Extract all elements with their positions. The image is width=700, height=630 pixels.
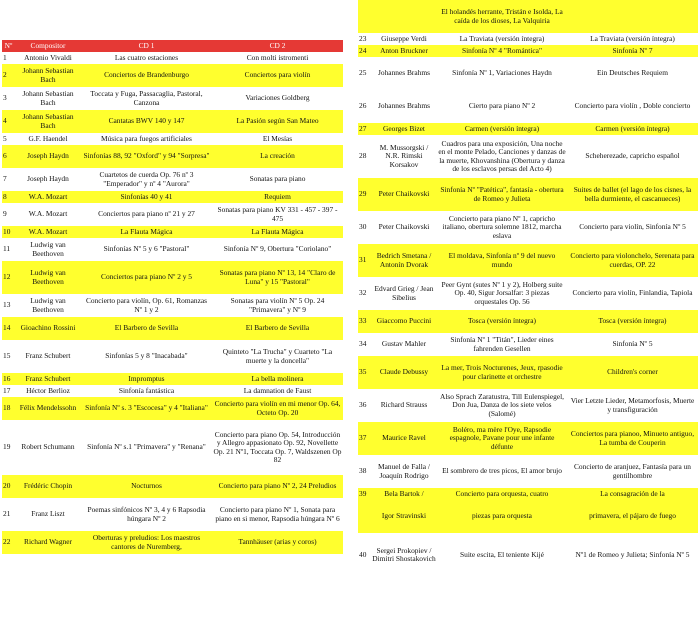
cell-num: 16 — [2, 373, 15, 385]
cell-cd2: Tosca (versión íntegra) — [567, 310, 698, 333]
cell-cd1: Nocturnos — [81, 475, 212, 498]
cell-composer: Maurice Ravel — [371, 422, 437, 455]
header-cd1: CD 1 — [81, 40, 212, 52]
cell-num: 39 — [358, 488, 371, 500]
table-row — [2, 64, 343, 87]
cell-composer: Johann Sebastian Bach — [15, 64, 81, 87]
cell-cd1: Sinfonías 88, 92 "Oxford" y 94 "Sorpresa" — [81, 145, 212, 168]
cell-cd2: Conciertos para pianoo, Minueto antiguo, La tumba de Couperin — [567, 422, 698, 455]
cell-num: 9 — [2, 203, 15, 226]
table-row — [358, 135, 698, 178]
cell-cd1: Sinfonía Nº s.1 "Primavera" y "Renana" — [81, 420, 212, 475]
cell-cd2: La creación — [212, 145, 343, 168]
cell-composer: Johannes Brahms — [371, 90, 437, 123]
cell-cd1: Cuadros para una exposición, Una noche en el monte Pelado, Canciones y danzas de la muerte, Khovanshina (Obertura y danza de los esclavos persas del Acto 4) — [437, 135, 567, 178]
left-header-row — [2, 40, 343, 52]
left-table-panel — [2, 40, 343, 554]
cell-num: 26 — [358, 90, 371, 123]
table-row — [358, 488, 698, 500]
table-row — [358, 277, 698, 310]
cell-cd2: La Flauta Mágica — [212, 226, 343, 238]
cell-cd1: La mer, Trois Nocturenes, Jeux, rpasodie pour clarinette et orchestre — [437, 356, 567, 389]
cell-num: 37 — [358, 422, 371, 455]
cell-cd1: Sinfonía Nº s. 3 "Escocesa" y 4 "Italiana" — [81, 397, 212, 420]
table-row — [2, 498, 343, 531]
cell-num — [358, 0, 371, 33]
cell-num: 24 — [358, 45, 371, 57]
cell-cd1: Música para fuegos artificiales — [81, 133, 212, 145]
cell-num: 6 — [2, 145, 15, 168]
cell-cd1: La Traviata (versión íntegra) — [437, 33, 567, 45]
cell-composer: Franz Schubert — [15, 340, 81, 373]
cell-cd1: Sinfonía Nº 1, Variaciones Haydn — [437, 57, 567, 90]
cell-cd1: Sinfonías 5 y 8 "Inacabada" — [81, 340, 212, 373]
cell-cd1: Sinfonía fantástica — [81, 385, 212, 397]
table-row — [2, 52, 343, 64]
cell-composer: Claude Debussy — [371, 356, 437, 389]
cell-cd2: Suites de ballet (el lago de los cisnes, la bella durmiente, el cascanueces) — [567, 178, 698, 211]
cell-num: 31 — [358, 244, 371, 277]
cell-composer: Georges Bizet — [371, 123, 437, 135]
cell-composer: Joseph Haydn — [15, 145, 81, 168]
table-row — [358, 533, 698, 577]
cell-num: 40 — [358, 533, 371, 577]
cell-composer: Richard Wagner — [15, 531, 81, 554]
table-row — [2, 340, 343, 373]
cell-num — [358, 500, 371, 533]
cell-cd2: Concierto para violín en mi menor Op. 64, Octeto Op. 20 — [212, 397, 343, 420]
cell-cd1: Conciertos para piano nº 21 y 27 — [81, 203, 212, 226]
cell-cd2: Concierto para violonchelo, Serenata para cuerdas, OP. 22 — [567, 244, 698, 277]
cell-cd1: Las cuatro estaciones — [81, 52, 212, 64]
cell-composer: Héctor Berlioz — [15, 385, 81, 397]
cell-composer: Peter Chaikovski — [371, 211, 437, 244]
cell-cd2: primavera, el pájaro de fuego — [567, 500, 698, 533]
cell-cd1: Also Sprach Zaratustra, Till Eulenspiegel, Don Jua, Danza de los siete velos (Salomé) — [437, 389, 567, 422]
cell-cd2: La bella molinera — [212, 373, 343, 385]
cell-composer: Antonio Vivaldi — [15, 52, 81, 64]
cell-num: 29 — [358, 178, 371, 211]
cell-composer: Joseph Haydn — [15, 168, 81, 191]
cell-composer: Gustav Mahler — [371, 333, 437, 356]
cell-num: 3 — [2, 87, 15, 110]
cell-cd2: Concierto para piano Nº 1, Sonata para piano en si menor, Rapsodia húngara Nº 6 — [212, 498, 343, 531]
cell-composer: Johannes Brahms — [371, 57, 437, 90]
cell-num: 33 — [358, 310, 371, 333]
cell-cd2: Sonatas para piano KV 331 - 457 - 397 - 475 — [212, 203, 343, 226]
cell-composer: Gioachino Rossini — [15, 317, 81, 340]
cell-num: 35 — [358, 356, 371, 389]
cell-cd2: Sinfonía Nº 7 — [567, 45, 698, 57]
table-row — [2, 420, 343, 475]
table-row — [2, 87, 343, 110]
table-row — [2, 133, 343, 145]
cell-composer: G.F. Haendel — [15, 133, 81, 145]
table-row — [2, 317, 343, 340]
cell-cd1: El sombrero de tres picos, El amor brujo — [437, 455, 567, 488]
header-composer: Compositor — [15, 40, 81, 52]
left-table-body — [2, 52, 343, 554]
cell-cd1: Suite escita, El teniente Kijé — [437, 533, 567, 577]
header-num: Nº — [2, 40, 15, 52]
table-row — [358, 422, 698, 455]
cell-cd2: Concierto para violín , Doble concierto — [567, 90, 698, 123]
cell-composer: W.A. Mozart — [15, 203, 81, 226]
cell-cd1: El Barbero de Sevilla — [81, 317, 212, 340]
cell-cd1: Oberturas y preludios: Los maestros cantores de Nuremberg, — [81, 531, 212, 554]
cell-cd2: Conciertos para violín — [212, 64, 343, 87]
table-row — [358, 211, 698, 244]
left-cd-table — [2, 40, 343, 554]
cell-composer: Anton Bruckner — [371, 45, 437, 57]
cell-num: 11 — [2, 238, 15, 261]
cell-cd2: Concierto para violín, Sinfonía Nº 5 — [567, 211, 698, 244]
cell-cd1: Peer Gynt (sutes Nº 1 y 2), Holberg suite Op. 40, Sigur Jorsalfar: 3 piezas orquestales Op. 56 — [437, 277, 567, 310]
cell-cd2: Nº1 de Romeo y Julieta; Sinfonía Nº 5 — [567, 533, 698, 577]
cell-cd2: La consagración de la — [567, 488, 698, 500]
cell-cd2: La Traviata (versión íntegra) — [567, 33, 698, 45]
table-row — [358, 57, 698, 90]
cell-cd2: El Mesías — [212, 133, 343, 145]
cell-cd2: Carmen (versión íntegra) — [567, 123, 698, 135]
cell-composer: Félix Mendelssohn — [15, 397, 81, 420]
cell-composer: Ludwig van Beethoven — [15, 261, 81, 294]
cell-cd1: Tosca (versión íntegra) — [437, 310, 567, 333]
cell-cd1: Toccata y Fuga, Passacaglia, Pastoral, Canzona — [81, 87, 212, 110]
cell-composer: Igor Stravinski — [371, 500, 437, 533]
cell-num: 4 — [2, 110, 15, 133]
cell-composer: Sergei Prokopiev / Dimitri Shostakovich — [371, 533, 437, 577]
cell-cd2: Requiem — [212, 191, 343, 203]
cell-num: 14 — [2, 317, 15, 340]
table-row — [2, 261, 343, 294]
cell-num: 21 — [2, 498, 15, 531]
cell-composer: W.A. Mozart — [15, 191, 81, 203]
table-row — [358, 244, 698, 277]
cell-composer: M. Mussorgski / N.R. Rimski Korsakov — [371, 135, 437, 178]
cell-cd2: Sinfonía Nº 5 — [567, 333, 698, 356]
cell-cd1: Cuartetos de cuerda Op. 76 nº 3 "Emperador" y nº 4 "Aurora" — [81, 168, 212, 191]
cell-cd1: Boléro, ma mère l'Oye, Rapsodie espagnole, Pavane pour une infante défunte — [437, 422, 567, 455]
cell-cd1: Conciertos para piano Nº 2 y 5 — [81, 261, 212, 294]
cell-composer — [371, 0, 437, 33]
cell-cd2: Vier Letzte Lieder, Metamorfosis, Muerte y transfiguración — [567, 389, 698, 422]
cell-cd2: Concierto para piano Nº 2, 24 Preludios — [212, 475, 343, 498]
table-row — [2, 385, 343, 397]
table-row — [2, 238, 343, 261]
cell-num: 32 — [358, 277, 371, 310]
table-row — [2, 397, 343, 420]
cell-num: 28 — [358, 135, 371, 178]
table-row — [358, 123, 698, 135]
cell-cd2: Sinfonía Nº 9, Obertura "Coriolano" — [212, 238, 343, 261]
cell-cd2: Variaciones Goldberg — [212, 87, 343, 110]
cell-composer: Frédéric Chopin — [15, 475, 81, 498]
cell-cd1: Sinfonía Nº 1 "Titán", Lieder eines fahrenden Gesellen — [437, 333, 567, 356]
cell-num: 5 — [2, 133, 15, 145]
cell-num: 17 — [2, 385, 15, 397]
table-row — [2, 475, 343, 498]
cell-cd2: Concierto de aranjuez, Fantasía para un gentilhombre — [567, 455, 698, 488]
cell-cd1: Impromptus — [81, 373, 212, 385]
cell-num: 19 — [2, 420, 15, 475]
cell-cd2: Concierto para violín, Finlandia, Tapiola — [567, 277, 698, 310]
cell-cd2: El Barbero de Sevilla — [212, 317, 343, 340]
cell-cd2: Sonatas para violín Nº 5 Op. 24 "Primavera" y Nº 9 — [212, 294, 343, 317]
table-row — [2, 168, 343, 191]
cell-cd2: Sonatas para piano Nº 13, 14 "Claro de Luna" y 15 "Pastoral" — [212, 261, 343, 294]
cell-cd1: Sinfonía Nº "Patética", fantasía - obertura de Romeo y Julieta — [437, 178, 567, 211]
cell-cd2: La Pasión según San Mateo — [212, 110, 343, 133]
header-cd2: CD 2 — [212, 40, 343, 52]
cell-num: 7 — [2, 168, 15, 191]
table-row — [358, 45, 698, 57]
cell-num: 25 — [358, 57, 371, 90]
table-row — [2, 294, 343, 317]
table-row — [358, 90, 698, 123]
cell-cd1: Sinfonías 40 y 41 — [81, 191, 212, 203]
cell-composer: W.A. Mozart — [15, 226, 81, 238]
cell-cd2: Quinteto "La Trucha" y Cuarteto "La muerte y la doncella" — [212, 340, 343, 373]
cell-num: 22 — [2, 531, 15, 554]
cell-composer: Johann Sebastian Bach — [15, 87, 81, 110]
cell-num: 1 — [2, 52, 15, 64]
cell-num: 36 — [358, 389, 371, 422]
cell-cd2: Children's corner — [567, 356, 698, 389]
table-row — [358, 455, 698, 488]
cell-cd1: Cierto para piano Nº 2 — [437, 90, 567, 123]
cell-composer: Bedrich Smetana / Antonín Dvorak — [371, 244, 437, 277]
table-row — [358, 500, 698, 533]
cell-composer: Giaccomo Puccini — [371, 310, 437, 333]
cell-cd2: Con molti istromenti — [212, 52, 343, 64]
table-row — [358, 33, 698, 45]
cell-num: 15 — [2, 340, 15, 373]
table-row — [2, 191, 343, 203]
cell-composer: Franz Schubert — [15, 373, 81, 385]
cell-composer: Manuel de Falla / Joaquín Rodrigo — [371, 455, 437, 488]
cell-cd2: Sonatas para piano — [212, 168, 343, 191]
table-row — [2, 203, 343, 226]
cell-cd2: Ein Deutsches Requiem — [567, 57, 698, 90]
cell-cd2 — [567, 0, 698, 33]
right-table-body — [358, 0, 698, 577]
cell-num: 12 — [2, 261, 15, 294]
table-row — [358, 389, 698, 422]
cell-composer: Johann Sebastian Bach — [15, 110, 81, 133]
cell-composer: Richard Strauss — [371, 389, 437, 422]
cell-cd1: piezas para orquesta — [437, 500, 567, 533]
cell-cd1: El holandés herrante, Tristán e Isolda, La caída de los dioses, La Valquiria — [437, 0, 567, 33]
cell-cd1: La Flauta Mágica — [81, 226, 212, 238]
cell-cd1: Poemas sinfónicos Nº 3, 4 y 6 Rapsodia húngara Nº 2 — [81, 498, 212, 531]
cell-num: 8 — [2, 191, 15, 203]
table-row — [2, 531, 343, 554]
cell-cd1: Sinfonía Nº 4 "Romántica" — [437, 45, 567, 57]
cell-cd1: Carmen (versión íntegra) — [437, 123, 567, 135]
cell-cd1: Concierto para piano Nº 1, capricho italiano, obertura solemne 1812, marcha eslava — [437, 211, 567, 244]
cell-num: 23 — [358, 33, 371, 45]
cell-cd1: Cantatas BWV 140 y 147 — [81, 110, 212, 133]
table-row — [2, 145, 343, 168]
cell-num: 34 — [358, 333, 371, 356]
cell-num: 18 — [2, 397, 15, 420]
cell-cd1: Sinfonías Nº 5 y 6 "Pastoral" — [81, 238, 212, 261]
cell-cd2: Scheherezade, capricho español — [567, 135, 698, 178]
cell-composer: Bela Bartok / — [371, 488, 437, 500]
cell-composer: Robert Schumann — [15, 420, 81, 475]
cell-composer: Giuseppe Verdi — [371, 33, 437, 45]
cell-num: 30 — [358, 211, 371, 244]
cell-num: 10 — [2, 226, 15, 238]
table-row — [2, 373, 343, 385]
cell-num: 20 — [2, 475, 15, 498]
cell-composer: Ludwig van Beethoven — [15, 238, 81, 261]
cell-composer: Edvard Grieg / Jean Sibelius — [371, 277, 437, 310]
table-row — [358, 333, 698, 356]
cell-cd2: Tannhäuser (arias y coros) — [212, 531, 343, 554]
cell-composer: Ludwig van Beethoven — [15, 294, 81, 317]
right-cd-table — [358, 0, 698, 577]
table-row — [2, 226, 343, 238]
cell-cd1: Concierto para violín, Op. 61, Romanzas Nº 1 y 2 — [81, 294, 212, 317]
cell-num: 38 — [358, 455, 371, 488]
cell-num: 27 — [358, 123, 371, 135]
table-row — [2, 110, 343, 133]
cell-composer: Franz Liszt — [15, 498, 81, 531]
right-table-panel — [358, 0, 698, 577]
cell-cd1: Concierto para orquesta, cuatro — [437, 488, 567, 500]
cell-cd2: La damnation de Faust — [212, 385, 343, 397]
table-row — [358, 310, 698, 333]
cell-composer: Peter Chaikovski — [371, 178, 437, 211]
cell-num: 13 — [2, 294, 15, 317]
cell-cd1: Conciertos de Brandenburgo — [81, 64, 212, 87]
cell-cd2: Concierto para piano Op. 54, Introducción y Allegro appasionato Op. 92, Novellette Op. 21 Nº1, Toccata Op. 7, Waldszenen Op 82 — [212, 420, 343, 475]
cell-cd1: El moldava, Sinfonía nº 9 del nuevo mundo — [437, 244, 567, 277]
table-row — [358, 356, 698, 389]
table-row — [358, 178, 698, 211]
table-row — [358, 0, 698, 33]
cell-num: 2 — [2, 64, 15, 87]
